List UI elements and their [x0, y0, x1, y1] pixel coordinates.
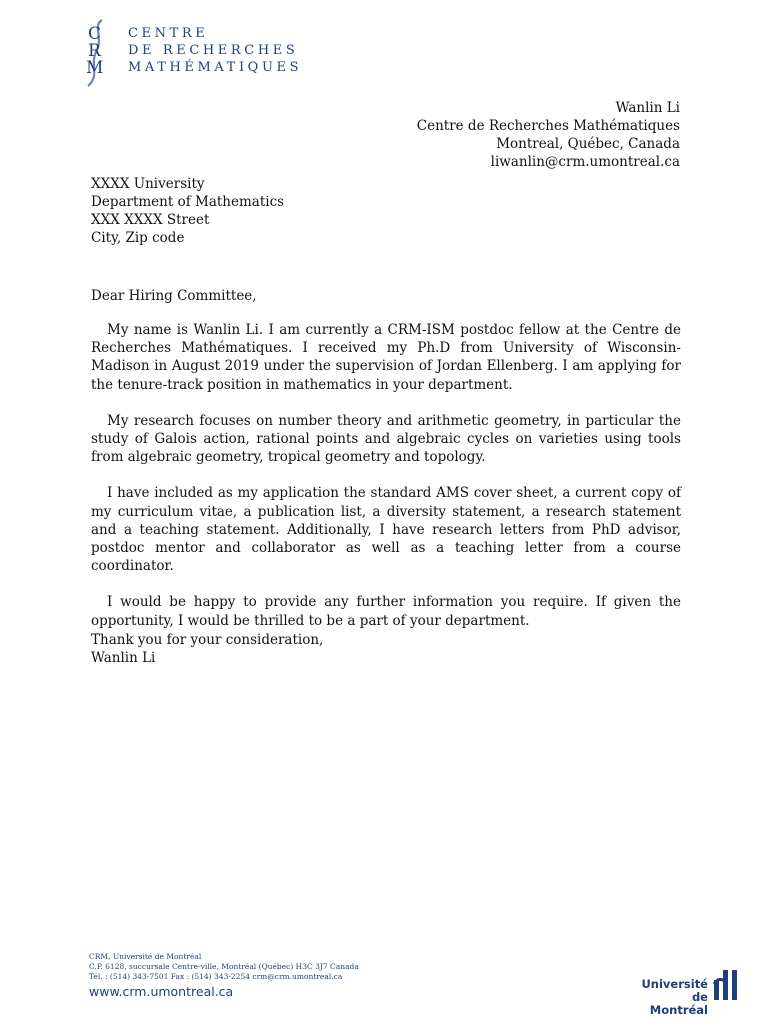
monogram-letter-m: M — [86, 58, 104, 78]
closing-line: Thank you for your consideration, — [91, 632, 324, 648]
sender-address — [417, 99, 680, 171]
universite-de-montreal-logo — [641, 966, 740, 1017]
logo-line-recherches: DE RECHERCHES — [128, 43, 299, 58]
closing — [91, 631, 323, 667]
sender-name: Wanlin Li — [615, 100, 680, 116]
footer-line-2: C.P. 6128, succursale Centre-ville, Montréal (Québec) H3C 3J7 Canada — [89, 962, 359, 971]
footer-line-3: Tél. : (514) 343-7501 Fax : (514) 343-2254 crm@crm.umontreal.ca — [89, 972, 343, 981]
sender-institution: Centre de Recherches Mathématiques — [416, 118, 680, 134]
recipient-line-2: Department of Mathematics — [91, 194, 285, 210]
crm-monogram-icon — [82, 18, 126, 88]
letter-body — [91, 321, 681, 648]
footer-line-1: CRM, Université de Montréal — [89, 952, 202, 961]
university-name-line-2: de Montréal — [649, 990, 708, 1017]
monogram-letter-r: R — [88, 41, 101, 61]
university-name-line-1: Université — [641, 977, 708, 991]
paragraph-research: My research focuses on number theory and arithmetic geometry, in particular the study of Galois action, rational points and algebraic cycles on varieties using tools from algebraic geometry, tropical geometry and topology. — [91, 412, 681, 466]
logo-line-mathematiques: MATHÉMATIQUES — [128, 60, 303, 75]
logo-line-centre: CENTRE — [128, 26, 209, 41]
recipient-line-3: XXX XXXX Street — [91, 212, 210, 228]
footer-address — [89, 952, 359, 999]
paragraph-closing-remarks: I would be happy to provide any further information you require. If given the opportunity, I would be thrilled to be a part of your department. — [91, 594, 681, 629]
signature-name: Wanlin Li — [91, 650, 156, 666]
crm-wordmark — [128, 25, 302, 76]
recipient-line-4: City, Zip code — [91, 230, 185, 246]
paragraph-introduction: My name is Wanlin Li. I am currently a CRM-ISM postdoc fellow at the Centre de Recherches Mathématiques. I received my Ph.D from University of Wisconsin-Madison in August 2019 under the supervision of Jordan Ellenberg. I am applying for the tenure-track position in mathematics in your department. — [91, 322, 681, 393]
sender-email: liwanlin@crm.umontreal.ca — [490, 154, 680, 170]
sender-city: Montreal, Québec, Canada — [496, 136, 680, 152]
paragraph-application-materials: I have included as my application the standard AMS cover sheet, a current copy of my curriculum vitae, a publication list, a diversity statement, a research statement and a teaching statement. Additionally, I have research letters from PhD advisor, postdoc mentor and collaborator as well as a teaching letter from a course coordinator. — [91, 485, 681, 575]
crm-logo — [82, 18, 322, 88]
footer-website-link[interactable]: www.crm.umontreal.ca — [89, 984, 234, 999]
recipient-address — [91, 175, 284, 247]
salutation: Dear Hiring Committee, — [91, 288, 257, 304]
recipient-line-1: XXXX University — [91, 176, 205, 192]
monogram-letter-c: C — [88, 24, 102, 44]
university-emblem-icon — [712, 966, 740, 1002]
